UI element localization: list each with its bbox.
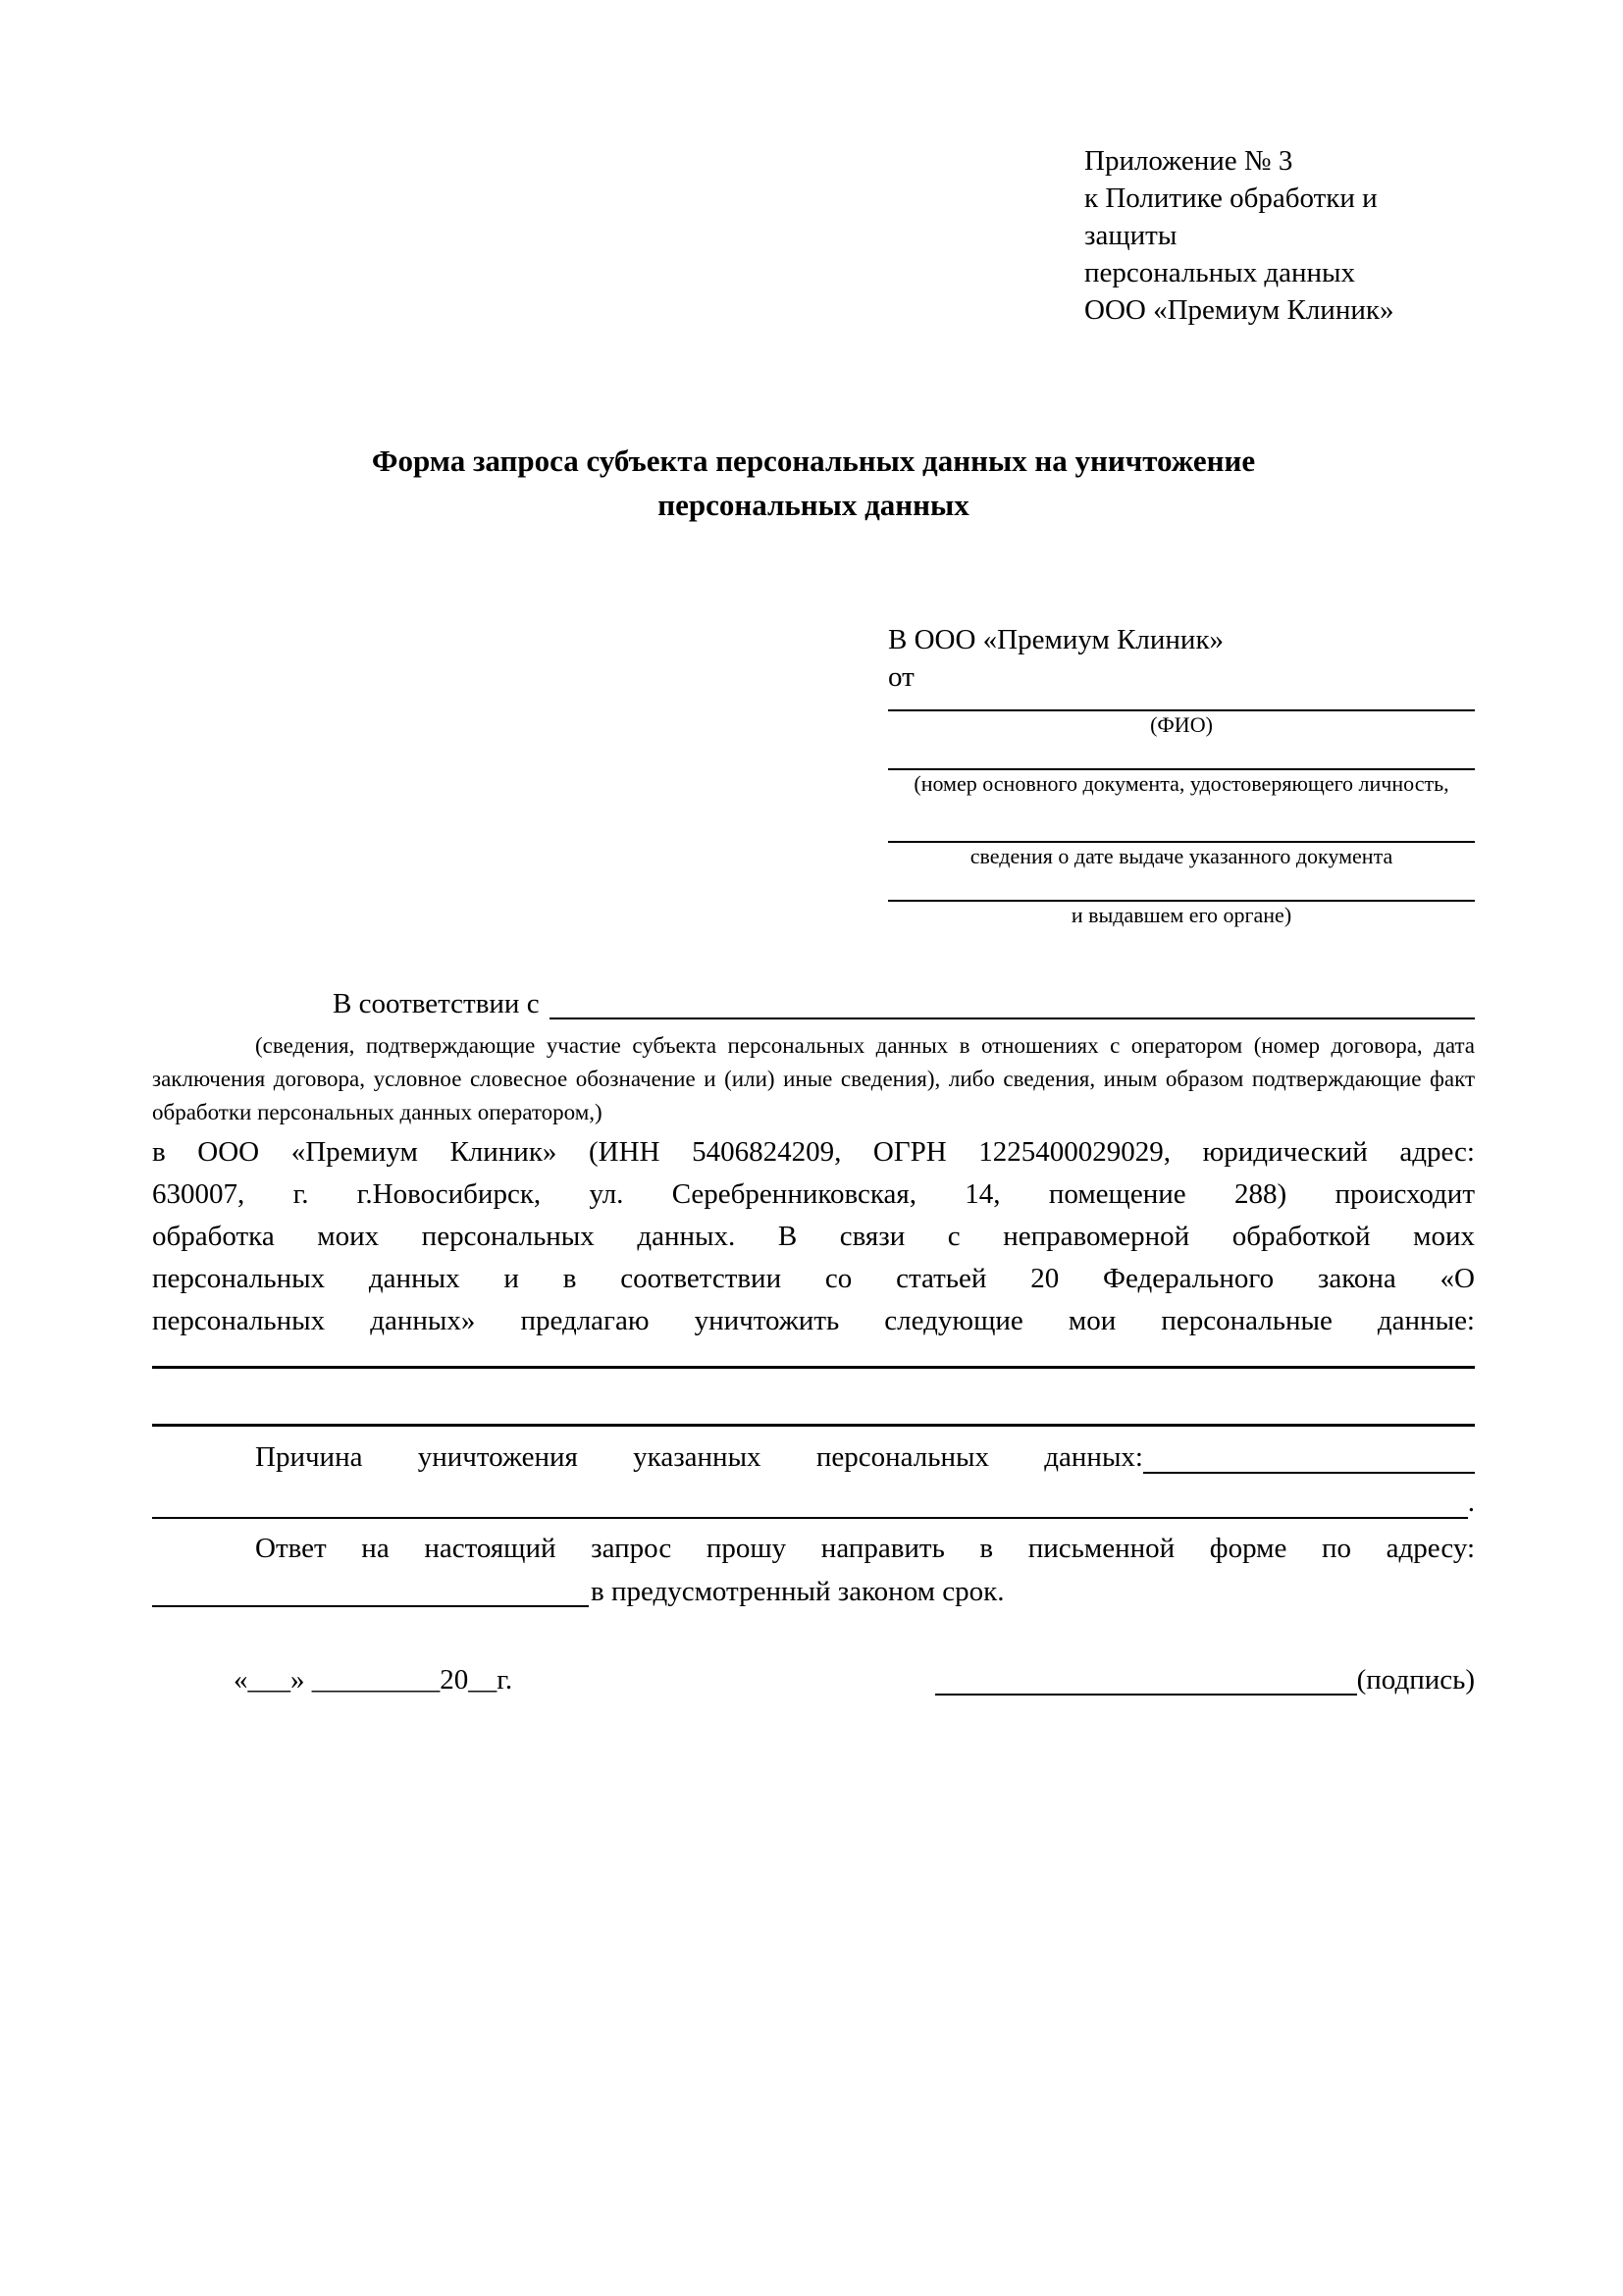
reason-row [152,1435,1475,1480]
appendix-line: ООО «Премиум Клиник» [1084,294,1394,326]
reason-fill-line[interactable] [1143,1472,1475,1474]
reason-continuation-row [152,1480,1475,1525]
accordance-row [152,982,1475,1025]
note-line: заключения договора, условное словесное обозначение и (или) иные сведения), либо сведения, иным образом подтверждающие факт [152,1067,1475,1091]
reason-tail-period: . [1467,1487,1475,1518]
answer-suffix: в предусмотренный законом срок. [591,1576,1005,1607]
document-number-caption: (номер основного документа, удостоверяющего личность, [914,771,1449,796]
addressee-from-label: от [888,661,915,693]
note-line: обработки персональных данных оператором,) [152,1100,602,1124]
personal-data-fill-line-2[interactable] [152,1424,1475,1427]
accordance-prefix: В соответствии с [333,988,540,1019]
appendix-line: к Политике обработки и защиты [1084,183,1378,251]
addressee-organization: В ООО «Премиум Клиник» [888,624,1225,655]
reason-label: Причина уничтожения указанных персональных данных: [255,1441,1143,1473]
paragraph-line: 630007, г. г.Новосибирск, ул. Серебренниковская, 14, помещение 288) происходит [152,1178,1475,1210]
explanatory-note [152,1029,1475,1129]
note-line: (сведения, подтверждающие участие субъекта персональных данных в отношениях с оператором (номер договора, дата [255,1033,1475,1058]
fio-caption: (ФИО) [1150,712,1213,737]
main-paragraph [152,1131,1475,1342]
addressee-block [888,621,1475,929]
paragraph-line: в ООО «Премиум Клиник» (ИНН 5406824209, ОГРН 1225400029029, юридический адрес: [152,1136,1475,1168]
address-fill-line[interactable] [152,1605,589,1607]
answer-request-line: Ответ на настоящий запрос прошу направить в письменной форме по адресу: [255,1533,1475,1564]
signature-caption: (подпись) [1356,1664,1475,1696]
signature-group [935,1658,1475,1701]
reason-fill-line-2[interactable] [152,1517,1468,1519]
appendix-line: Приложение № 3 [1084,145,1293,177]
paragraph-line: персональных данных» предлагаю уничтожить следующие мои персональные данные: [152,1305,1475,1336]
appendix-line: персональных данных [1084,257,1356,288]
personal-data-fill-line-1[interactable] [152,1366,1475,1369]
answer-address-row [152,1570,1475,1613]
accordance-fill-line[interactable] [550,1018,1475,1019]
signature-fill-line[interactable] [935,1694,1357,1696]
document-date-caption: сведения о дате выдаче указанного документа [969,844,1393,868]
paragraph-line: персональных данных и в соответствии со статьей 20 Федерального закона «О [152,1263,1475,1294]
paragraph-line: обработка моих персональных данных. В связи с неправомерной обработкой моих [152,1221,1475,1252]
appendix-header [1084,142,1475,329]
footer-row [152,1658,1475,1701]
document-title [152,439,1475,527]
document-issuer-caption: и выдавшем его органе) [1071,903,1292,927]
document-title-line: персональных данных [657,488,969,522]
document-title-line: Форма запроса субъекта персональных данных на уничтожение [371,444,1256,478]
date-field[interactable]: «___» _________20__г. [234,1664,513,1696]
